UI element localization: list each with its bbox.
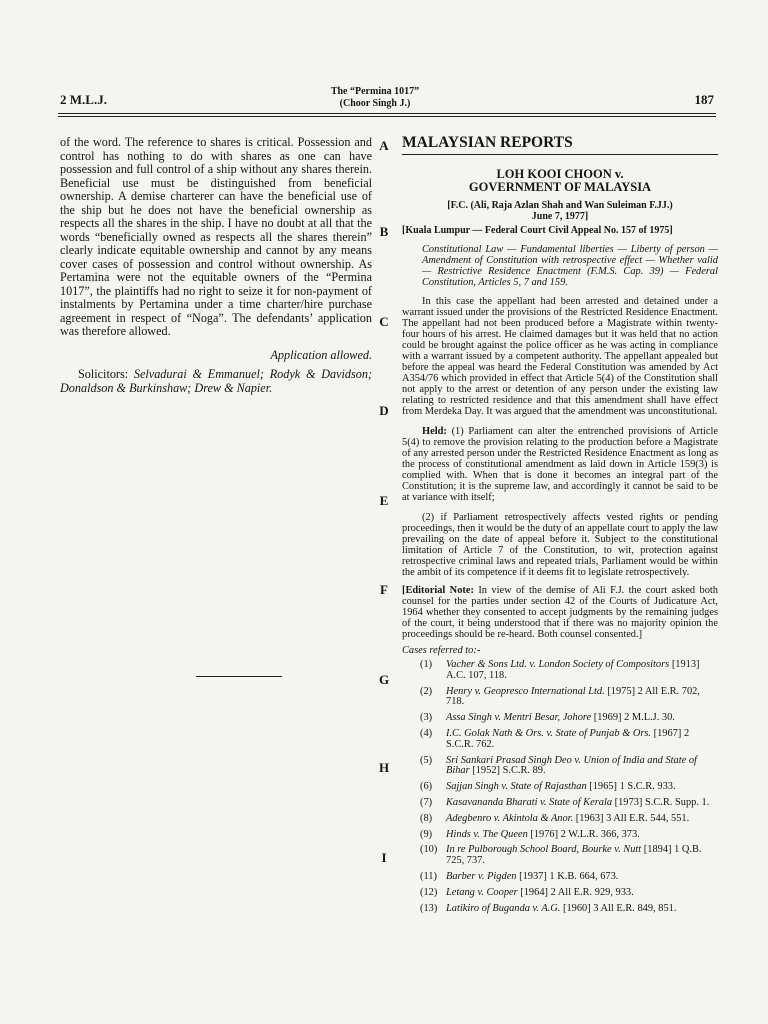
case-name: Henry v. Geopresco International Ltd. — [446, 685, 605, 697]
list-item — [402, 687, 718, 709]
list-item — [402, 660, 718, 682]
page-number: 187 — [694, 92, 714, 107]
case-name: Latikiro of Buganda v. A.G. — [446, 902, 561, 914]
header-rule-secondary — [58, 116, 716, 117]
margin-letter-a: A — [379, 138, 389, 153]
margin-letter-e: E — [379, 493, 389, 508]
cases-referred-heading: Cases referred to:- — [402, 645, 481, 656]
margin-letter-g: G — [378, 672, 390, 687]
case-number: (10) — [420, 844, 438, 856]
solicitors-line — [60, 368, 372, 395]
running-header-judge: (Choor Singh J.) — [339, 98, 411, 109]
case-name: Adegbenro v. Akintola & Anor. — [446, 812, 574, 824]
running-header-left: 2 M.L.J. — [60, 92, 107, 107]
case-citation: [1965] 1 S.C.R. 933. — [589, 781, 676, 793]
editorial-label: [Editorial Note: — [402, 585, 474, 596]
case-number: (7) — [420, 796, 433, 808]
case-citation: [1952] S.C.R. 89. — [472, 765, 546, 777]
list-item — [402, 798, 718, 809]
case-number: (6) — [420, 781, 433, 793]
case-citation: [1960] 3 All E.R. 849, 851. — [563, 902, 677, 914]
case-name: Assa Singh v. Mentri Besar, Johore — [446, 712, 592, 724]
case-number: (1) — [420, 659, 433, 670]
margin-letter-f: F — [380, 582, 388, 597]
case-number: (13) — [420, 902, 438, 914]
coram — [402, 200, 718, 222]
case-number: (2) — [420, 685, 433, 697]
case-name: Sri Sankari Prasad Singh Deo v. Union of India and State of Bihar — [446, 754, 697, 777]
reports-heading-rule — [402, 154, 718, 155]
case-name: Vacher & Sons Ltd. v. London Society of Compositors — [446, 659, 670, 670]
list-item — [402, 830, 718, 841]
case-citation: [1913] A.C. 107, 118. — [446, 659, 700, 681]
case-name: In re Pulborough School Board, Bourke v. Nutt — [446, 844, 642, 856]
judgment-conclusion-paragraph: of the word. The reference to shares is critical. Possession and control has nothing to do with shares as one can have possession and full control of a ship without any shares therein. Beneficial use must be distinguished from beneficial ownership. A demise charterer can have the beneficial use of the ship but he does not have the beneficial ownership as respects all the shares in the ship. I have no doubt at all that the words “beneficially owned as respects all the shares therein” clearly indicate equitable ownership and cannot by any means cover cases of possession and control without ownership. As Pertamina were not the equitable owners of the “Permina 1017”, the plaintiffs had no right to seize it for non-payment of instalments by Pertamina under a time charter/hire purchase agreement in respect of “Noga”. The defendants’ application was therefore allowed. — [60, 135, 372, 338]
list-item — [402, 782, 718, 793]
end-of-case-rule — [196, 676, 282, 677]
case-number: (5) — [420, 754, 433, 766]
right-column — [402, 134, 718, 919]
margin-letter-h: H — [378, 760, 390, 775]
case-citation: [1967] 2 S.C.R. 762. — [446, 727, 690, 750]
case-citation: [1969] 2 M.L.J. 30. — [593, 712, 675, 724]
running-header-case-name: The “Permina 1017” — [330, 86, 420, 97]
case-name: Barber v. Pigden — [446, 870, 517, 882]
held-point-2: (2) if Parliament retrospectively affects vested rights or pending proceedings, then it would be the duty of an appellate court to apply the law prevailing on the date of appeal before it. Subject to the constitutional limitation of Article 7 of the Constitution, to wit, protection against retrospective criminal laws and repeated trials, Parliament would be within the ambit of its competence if it deems fit to legislate retrospectively. — [402, 512, 718, 578]
margin-letter-b: B — [379, 224, 389, 239]
reports-heading: MALAYSIAN REPORTS — [402, 134, 573, 151]
application-allowed: Application allowed. — [270, 347, 372, 362]
case-title-respondent: GOVERNMENT OF MALAYSIA — [468, 180, 652, 194]
held-1-text: (1) Parliament can alter the entrenched provisions of Article 5(4) to remove the provision relating to the production before a Magistrate of any arrested person under the Restricted Residence Enactment as long as the process of constitutional amendment as laid down in Article 159(3) is complied with. When that is done it becomes an integral part of the Constitution; it is the supreme law, and accordingly it cannot be said to be at variance with itself; — [402, 426, 718, 503]
case-citation: [1975] 2 All E.R. 702, 718. — [446, 685, 700, 708]
cases-list — [402, 660, 718, 914]
case-citation: [1973] S.C.R. Supp. 1. — [614, 796, 710, 808]
solicitors-names: Selvadurai & Emmanuel; Rodyk & Davidson; Donaldson & Burkinshaw; Drew & Napier. — [60, 367, 373, 395]
case-name: Letang v. Cooper — [446, 886, 518, 898]
case-number: (9) — [420, 828, 433, 840]
margin-letter-c: C — [379, 314, 389, 329]
case-title-appellant: LOH KOOI CHOON v. — [496, 167, 624, 181]
held-point-1 — [402, 426, 718, 503]
case-number: (4) — [420, 727, 433, 739]
case-citation: [1894] 1 Q.B. 725, 737. — [446, 844, 702, 867]
list-item — [402, 872, 718, 883]
case-number: (8) — [420, 812, 433, 824]
court-reference: [Kuala Lumpur — Federal Court Civil Appeal No. 157 of 1975] — [402, 225, 673, 236]
case-name: Hinds v. The Queen — [446, 828, 528, 840]
left-column — [60, 136, 372, 395]
coram-judges: [F.C. (Ali, Raja Azlan Shah and Wan Suleiman F.JJ.) — [447, 200, 673, 211]
case-title — [402, 168, 718, 194]
case-number: (11) — [420, 870, 437, 882]
case-name: Kasavananda Bharati v. State of Kerala — [446, 796, 613, 808]
editorial-note — [402, 585, 718, 640]
case-citation: [1937] 1 K.B. 664, 673. — [519, 870, 619, 882]
list-item — [402, 888, 718, 899]
case-citation: [1963] 3 All E.R. 544, 551. — [575, 812, 690, 824]
coram-date: June 7, 1977] — [531, 211, 589, 222]
running-header-center — [300, 86, 450, 110]
case-number: (3) — [420, 712, 433, 724]
editorial-text: In view of the demise of Ali F.J. the court asked both counsel for the parties under section 42 of the Courts of Judicature Act, 1964 whether they consented to accept judgments by the remaining judges of the court, it being understood that if there was no majority opinion the proceedings should be re-heard. Both counsel consented.] — [402, 585, 718, 640]
case-citation: [1976] 2 W.L.R. 366, 373. — [530, 828, 640, 840]
margin-letter-d: D — [379, 403, 389, 418]
list-item — [402, 756, 718, 778]
list-item — [402, 814, 718, 825]
header-rule — [58, 113, 716, 114]
case-name: I.C. Golak Nath & Ors. v. State of Punjab & Ors. — [446, 727, 652, 739]
list-item — [402, 729, 718, 751]
held-label: Held: — [422, 426, 447, 437]
catchwords: Constitutional Law — Fundamental liberties — Liberty of person — Amendment of Constitution with retrospective effect — Whether valid — Restrictive Residence Enactment (F.M.S. Cap. 39) — Federal Constitution, Articles 5, 7 and 159. — [422, 244, 718, 288]
list-item — [402, 845, 718, 867]
list-item — [402, 713, 718, 724]
case-number: (12) — [420, 886, 438, 898]
headnote-facts: In this case the appellant had been arrested and detained under a warrant issued under the provisions of the Restricted Residence Enactment. The appellant had not been produced before a Magistrate within twenty-four hours of his arrest. He claimed damages but it was held that no action could be brought against the police officer as he was acting in compliance with a warrant issued by a competent authority. The appellant appealed but before the appeal was heard the Federal Constitution was amended by Act A354/76 which provided in effect that Article 5(4) of the Constitution shall not apply to the arrest or detention of any person under the existing law relating to restricted residence and that this amendment shall have effect from Merdeka Day. It was argued that the amendment was unconstitutional. — [402, 296, 718, 417]
margin-letter-i: I — [381, 850, 387, 865]
list-item — [402, 904, 718, 915]
solicitors-label: Solicitors: — [78, 367, 129, 381]
case-citation: [1964] 2 All E.R. 929, 933. — [520, 886, 634, 898]
case-name: Sajjan Singh v. State of Rajasthan — [446, 781, 587, 793]
